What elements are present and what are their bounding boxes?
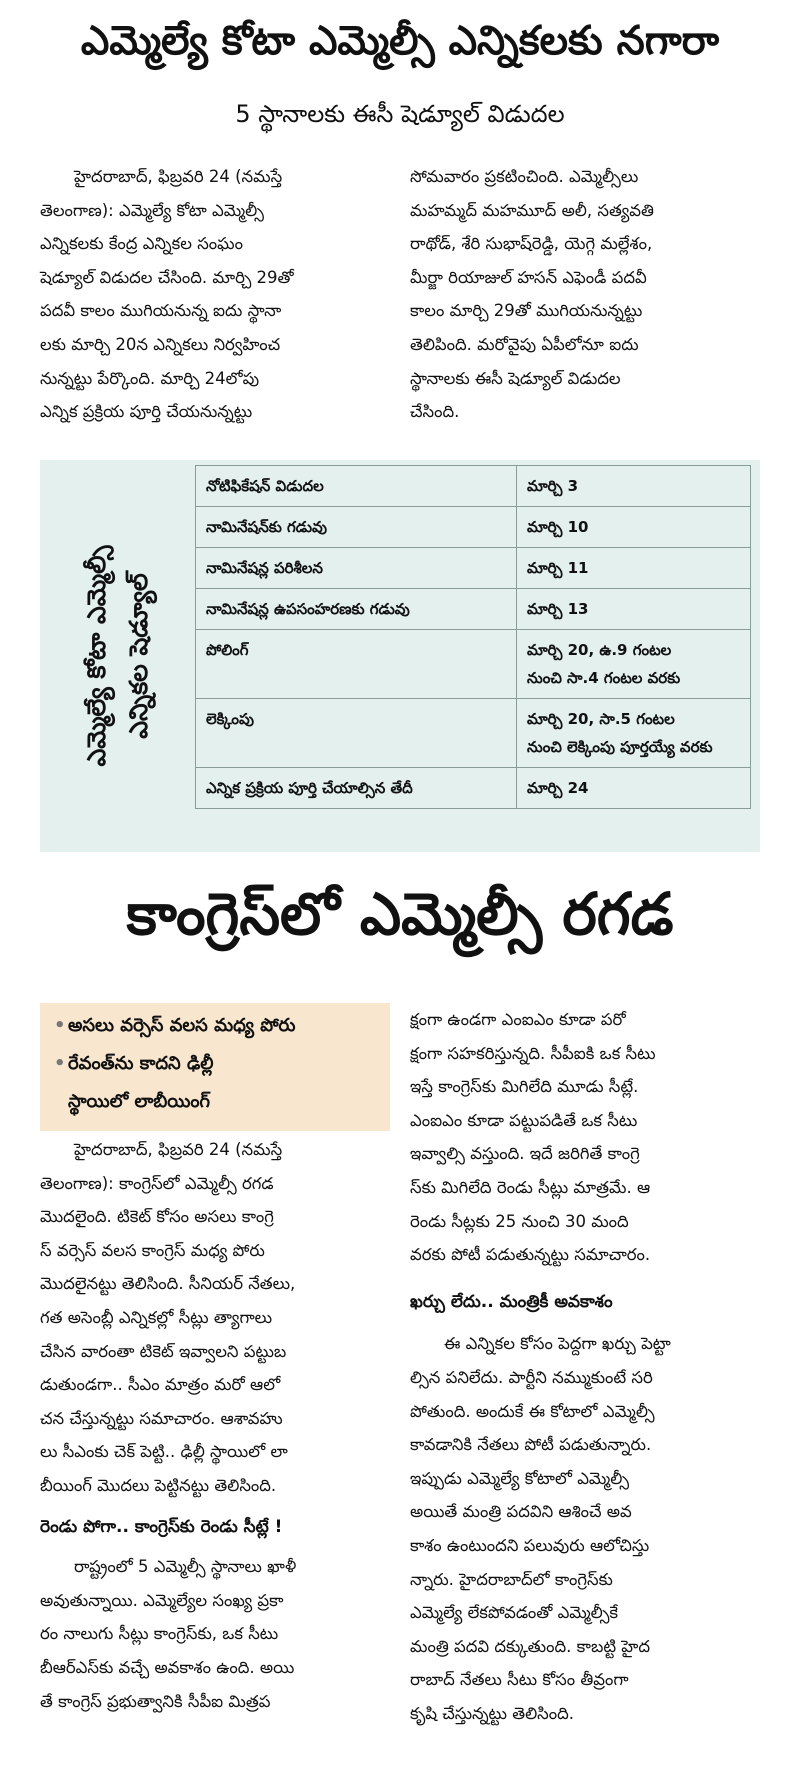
story2-line: అవుతున్నాయి. ఎమ్మెల్యేల సంఖ్య ప్రకా [40, 1590, 284, 1610]
schedule-row [196, 699, 751, 768]
schedule-event: నామినేషన్ల పరిశీలన [196, 548, 517, 589]
story1-line: మీర్జా రియాజుల్ హసన్ ఎఫెండీ పదవీ [410, 267, 647, 287]
story1-line: నున్నట్టు పేర్కొంది. మార్చి 24లోపు [40, 368, 260, 388]
main-headline: ఎమ్మెల్యే కోటా ఎమ్మెల్సీ ఎన్నికలకు నగారా [80, 18, 720, 64]
highlight-item-continuation [68, 1091, 210, 1116]
story2-line: తే కాంగ్రెస్ ప్రభుత్వానికి సీపీఐ మిత్రప [40, 1691, 271, 1711]
highlight-text: రేవంత్‌ను కాదని ఢిల్లీ [68, 1053, 214, 1074]
story1-line: రాథోడ్, శేరి సుభాష్‌రెడ్డి, యెగ్గె మల్లేశం, [410, 234, 653, 254]
story1-line: కాలం మార్చి 29తో ముగియనున్నట్టు [410, 301, 643, 321]
schedule-date: మార్చి 11 [517, 548, 751, 589]
story2-line: న్నారు. హైదరాబాద్‌లో కాంగ్రెస్‌కు [410, 1569, 613, 1589]
story2-line: మొదలైంది. టికెట్ కోసం అసలు కాంగ్రె [40, 1207, 274, 1227]
story2-line: వరకు పోటీ పడుతున్నట్టు సమాచారం. [410, 1245, 651, 1265]
story1-line: లకు మార్చి 20న ఎన్నికలు నిర్వహించ [40, 334, 281, 354]
story1-right-column [410, 160, 760, 429]
story2-line: రం నాలుగు సీట్లు కాంగ్రెస్‌కు, ఒక సీటు [40, 1624, 279, 1644]
story2-line: ఎంఐఎం కూడా పట్టుపడితే ఒక సీటు [410, 1110, 638, 1130]
schedule-date: మార్చి 24 [517, 768, 751, 809]
story2-line: బీయింగ్ మొదలు పెట్టినట్టు తెలిసింది. [40, 1475, 277, 1495]
schedule-title-line1: ఎమ్మెల్యే కోటా ఎమ్మెల్సీ [82, 545, 111, 767]
story1-line: హైదరాబాద్, ఫిబ్రవరి 24 (నమస్తే [74, 167, 283, 186]
schedule-date: మార్చి 10 [517, 507, 751, 548]
highlight-item [54, 1015, 295, 1040]
schedule-event: పోలింగ్ [196, 630, 517, 699]
story2-line: తెలంగాణ): కాంగ్రెస్‌లో ఎమ్మెల్సీ రగడ [40, 1173, 274, 1193]
story2-line: పోతుంది. అందుకే ఈ కోటాలో ఎమ్మెల్సీ [410, 1401, 655, 1421]
schedule-table [195, 465, 751, 809]
story2-line: మంత్రి పదవి దక్కుతుంది. కాబట్టి హైద [410, 1636, 650, 1656]
story2-line: క్షంగా ఉండగా ఎంఐఎం కూడా పరో [410, 1010, 626, 1029]
story2-line: ఇవ్వాల్సి వస్తుంది. ఇదే జరిగితే కాంగ్రె [410, 1144, 640, 1164]
story2-line: ల్సిన పనిలేదు. పార్టీని నమ్ముకుంటే సరి [410, 1367, 653, 1387]
story2-line: రెండు సీట్లకు 25 నుంచి 30 మంది [410, 1211, 629, 1231]
story2-line: ఈ ఎన్నికల కోసం పెద్దగా ఖర్చు పెట్టా [444, 1334, 671, 1354]
schedule-title-text [76, 545, 160, 766]
story1-line: ఎన్నిక ప్రక్రియ పూర్తి చేయనున్నట్టు [40, 402, 253, 422]
story1-line: తెలిపింది. మరోవైపు ఏపీలోనూ ఐదు [410, 334, 639, 354]
story2-line: ఇస్తే కాంగ్రెస్‌కు మిగిలేది మూడు సీట్లే. [410, 1077, 639, 1097]
schedule-row [196, 507, 751, 548]
story2-line: కాశం ఉంటుందని పలువురు ఆలోచిస్తు [410, 1535, 650, 1555]
bullet-icon: • [54, 1053, 66, 1074]
schedule-title-line2: ఎన్నికల షెడ్యూల్ [124, 573, 153, 739]
highlight-item [54, 1053, 213, 1078]
schedule-event: నోటిఫికేషన్ విడుదల [196, 466, 517, 507]
schedule-row [196, 630, 751, 699]
story1-line: చేసింది. [410, 402, 460, 422]
story2-line: చన చేస్తున్నట్టు సమాచారం. ఆశావహు [40, 1408, 283, 1428]
schedule-row [196, 466, 751, 507]
story2-line: క్షంగా సహకరిస్తున్నది. సీపీఐకి ఒక సీటు [410, 1043, 656, 1063]
schedule-date [517, 630, 751, 699]
story2-headline: కాంగ్రెస్‌లో ఎమ్మెల్సీ రగడ [126, 880, 674, 948]
story1-line: షెడ్యూల్ విడుదల చేసింది. మార్చి 29తో [40, 267, 294, 287]
story2-line: ఇప్పుడు ఎమ్మెల్యే కోటాలో ఎమ్మెల్సీ [410, 1468, 630, 1488]
story2-line: రాబాద్ నేతలు సీటు కోసం తీవ్రంగా [410, 1670, 629, 1690]
sub-headline: 5 స్థానాలకు ఈసీ షెడ్యూల్ విడుదల [235, 100, 565, 128]
story2-line: రాష్ట్రంలో 5 ఎమ్మెల్సీ స్థానాలు ఖాళీ [74, 1557, 297, 1577]
story2-line: లు సీఎంకు చెక్ పెట్టి.. ఢిల్లీ స్థాయిలో లా [40, 1442, 288, 1462]
schedule-date-line: నుంచి సా.4 గంటల వరకు [527, 669, 681, 687]
story1-line: మహమ్మద్ మహమూద్ అలీ, సత్యవతి [410, 200, 654, 220]
story2-line: డుతుండగా.. సీఎం మాత్రం మరో ఆలో [40, 1375, 281, 1395]
story2-line: స్‌కు మిగిలేది రెండు సీట్లు మాత్రమే. ఆ [410, 1177, 651, 1197]
highlight-text: అసలు వర్సెస్ వలస మధ్య పోరు [68, 1015, 296, 1036]
schedule-date: మార్చి 3 [517, 466, 751, 507]
highlight-text: స్థాయిలో లాబీయింగ్ [68, 1091, 210, 1112]
schedule-box [40, 460, 760, 852]
story2-line: కృషి చేస్తున్నట్టు తెలిసింది. [410, 1703, 575, 1723]
story1-left-column [40, 160, 390, 429]
story2-line: ఎమ్మెల్యే లేకపోవడంతో ఎమ్మెల్సీకే [410, 1603, 619, 1623]
schedule-row [196, 548, 751, 589]
schedule-date: మార్చి 13 [517, 589, 751, 630]
bullet-icon: • [54, 1015, 66, 1036]
story2-left-column [40, 1133, 390, 1718]
story2-line: అయితే మంత్రి పదవిని ఆశించే అవ [410, 1502, 632, 1522]
schedule-row [196, 768, 751, 809]
story2-line: హైదరాబాద్, ఫిబ్రవరి 24 (నమస్తే [74, 1140, 283, 1159]
story2-line: చేసిన వారంతా టికెట్ ఇవ్వాలని పట్టుబ [40, 1341, 287, 1361]
story2-line: మొదలైనట్టు తెలిసింది. సీనియర్ నేతలు, [40, 1274, 296, 1294]
schedule-event: లెక్కింపు [196, 699, 517, 768]
schedule-event: నామినేషన్ల ఉపసంహరణకు గడువు [196, 589, 517, 630]
story1-line: సోమవారం ప్రకటించింది. ఎమ్మెల్సీలు [410, 167, 639, 186]
schedule-row [196, 589, 751, 630]
story2-line: కావడానికి నేతలు పోటీ పడుతున్నారు. [410, 1435, 652, 1455]
story2-subheading: ఖర్చు లేదు.. మంత్రికీ అవకాశం [410, 1291, 613, 1312]
story2-line: స్ వర్సెస్ వలస కాంగ్రెస్ మధ్య పోరు [40, 1240, 265, 1260]
schedule-event: ఎన్నిక ప్రక్రియ పూర్తి చేయాల్సిన తేదీ [196, 768, 517, 809]
schedule-date-line: మార్చి 20, ఉ.9 గంటల [527, 641, 672, 659]
schedule-vertical-title [48, 465, 188, 847]
schedule-date [517, 699, 751, 768]
story2-line: గత అసెంబ్లీ ఎన్నికల్లో సీట్లు త్యాగాలు [40, 1307, 273, 1327]
schedule-date-line: మార్చి 20, సా.5 గంటల [527, 710, 675, 728]
schedule-date-line: నుంచి లెక్కింపు పూర్తయ్యే వరకు [527, 738, 713, 756]
story1-line: తెలంగాణ): ఎమ్మెల్యే కోటా ఎమ్మెల్సీ [40, 200, 264, 220]
story2-right-column [410, 1003, 760, 1730]
story1-line: ఎన్నికలకు కేంద్ర ఎన్నికల సంఘం [40, 234, 243, 254]
story1-line: పదవీ కాలం ముగియనున్న ఐదు స్థానా [40, 301, 282, 321]
story2-subheading: రెండు పోగా.. కాంగ్రెస్‌కు రెండు సీట్లే ! [40, 1516, 283, 1537]
schedule-event: నామినేషన్‌కు గడువు [196, 507, 517, 548]
highlights-box [40, 1003, 390, 1131]
story2-line: బీఆర్‌ఎస్‌కు వచ్చే అవకాశం ఉంది. అయి [40, 1657, 295, 1677]
story1-line: స్థానాలకు ఈసీ షెడ్యూల్ విడుదల [410, 368, 621, 388]
